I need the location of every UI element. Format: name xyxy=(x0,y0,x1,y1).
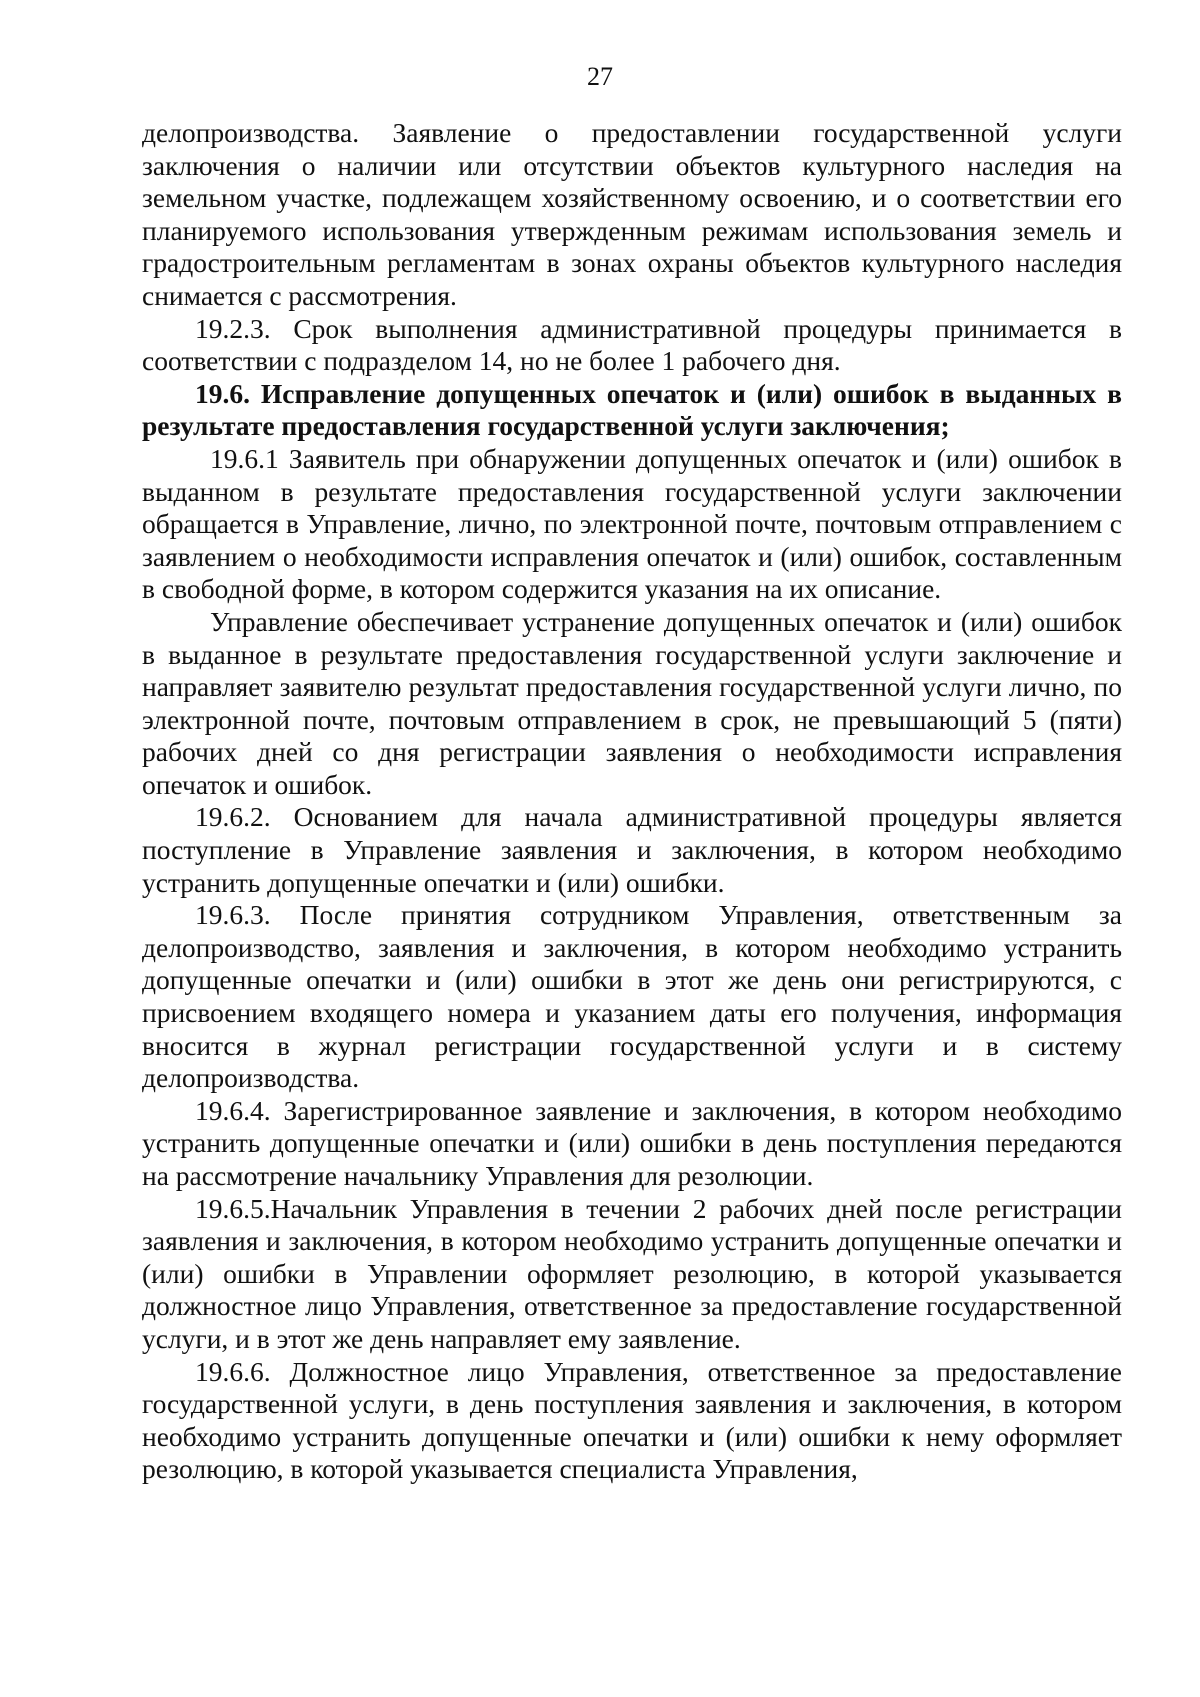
paragraph-19-6-6: 19.6.6. Должностное лицо Управления, ответственное за предоставление государственной услуги, в день поступления заявления и заключения, в котором необходимо устранить допущенные опечатки и (или) ошибки к нему оформляет резолюцию, в которой указывается специалиста Управления, xyxy=(142,1355,1122,1485)
paragraph-management-ensures: Управление обеспечивает устранение допущенных опечаток и (или) ошибок в выданное в результате предоставления государственной услуги заключение и направляет заявителю результат предоставления государственной услуги лично, по электронной почте, почтовым отправлением в срок, не превышающий 5 (пяти) рабочих дней со дня регистрации заявления о необходимости исправления опечаток и ошибок. xyxy=(142,605,1122,800)
paragraph-19-6-2: 19.6.2. Основанием для начала административной процедуры является поступление в Управление заявления и заключения, в котором необходимо устранить допущенные опечатки и (или) ошибки. xyxy=(142,801,1122,898)
page-number: 27 xyxy=(587,62,613,91)
paragraph-19-2-3: 19.2.3. Срок выполнения административной процедуры принимается в соответствии с подразделом 14, но не более 1 рабочего дня. xyxy=(142,312,1122,377)
paragraph-19-6-5: 19.6.5.Начальник Управления в течении 2 рабочих дней после регистрации заявления и заключения, в котором необходимо устранить допущенные опечатки и (или) ошибки в Управлении оформляет резолюцию, в которой указывается должностное лицо Управления, ответственное за предоставление государственной услуги, и в этот же день направляет ему заявление. xyxy=(142,1192,1122,1354)
paragraph-19-6-3: 19.6.3. После принятия сотрудником Управления, ответственным за делопроизводство, заявления и заключения, в котором необходимо устранить допущенные опечатки и (или) ошибки в этот же день они регистрируются, с присвоением входящего номера и указанием даты его получения, информация вносится в журнал регистрации государственной услуги и в систему делопроизводства. xyxy=(142,899,1122,1094)
paragraph-continuation: делопроизводства. Заявление о предоставлении государственной услуги заключения о наличии или отсутствии объектов культурного наследия на земельном участке, подлежащем хозяйственному освоению, и о соответствии его планируемого использования утвержденным режимам использования земель и градостроительным регламентам в зонах охраны объектов культурного наследия снимается с рассмотрения. xyxy=(142,117,1122,311)
section-heading-19-6: 19.6. Исправление допущенных опечаток и (или) ошибок в выданных в результате предоставления государственной услуги заключения; xyxy=(142,377,1122,442)
document-body xyxy=(142,117,1122,1486)
paragraph-19-6-4: 19.6.4. Зарегистрированное заявление и заключения, в котором необходимо устранить допущенные опечатки и (или) ошибки в день поступления передаются на рассмотрение начальнику Управления для резолюции. xyxy=(142,1094,1122,1191)
paragraph-19-6-1: 19.6.1 Заявитель при обнаружении допущенных опечаток и (или) ошибок в выданном в результате предоставления государственной услуги заключении обращается в Управление, лично, по электронной почте, почтовым отправлением с заявлением о необходимости исправления опечаток и (или) ошибок, составленным в свободной форме, в котором содержится указания на их описание. xyxy=(142,442,1122,605)
